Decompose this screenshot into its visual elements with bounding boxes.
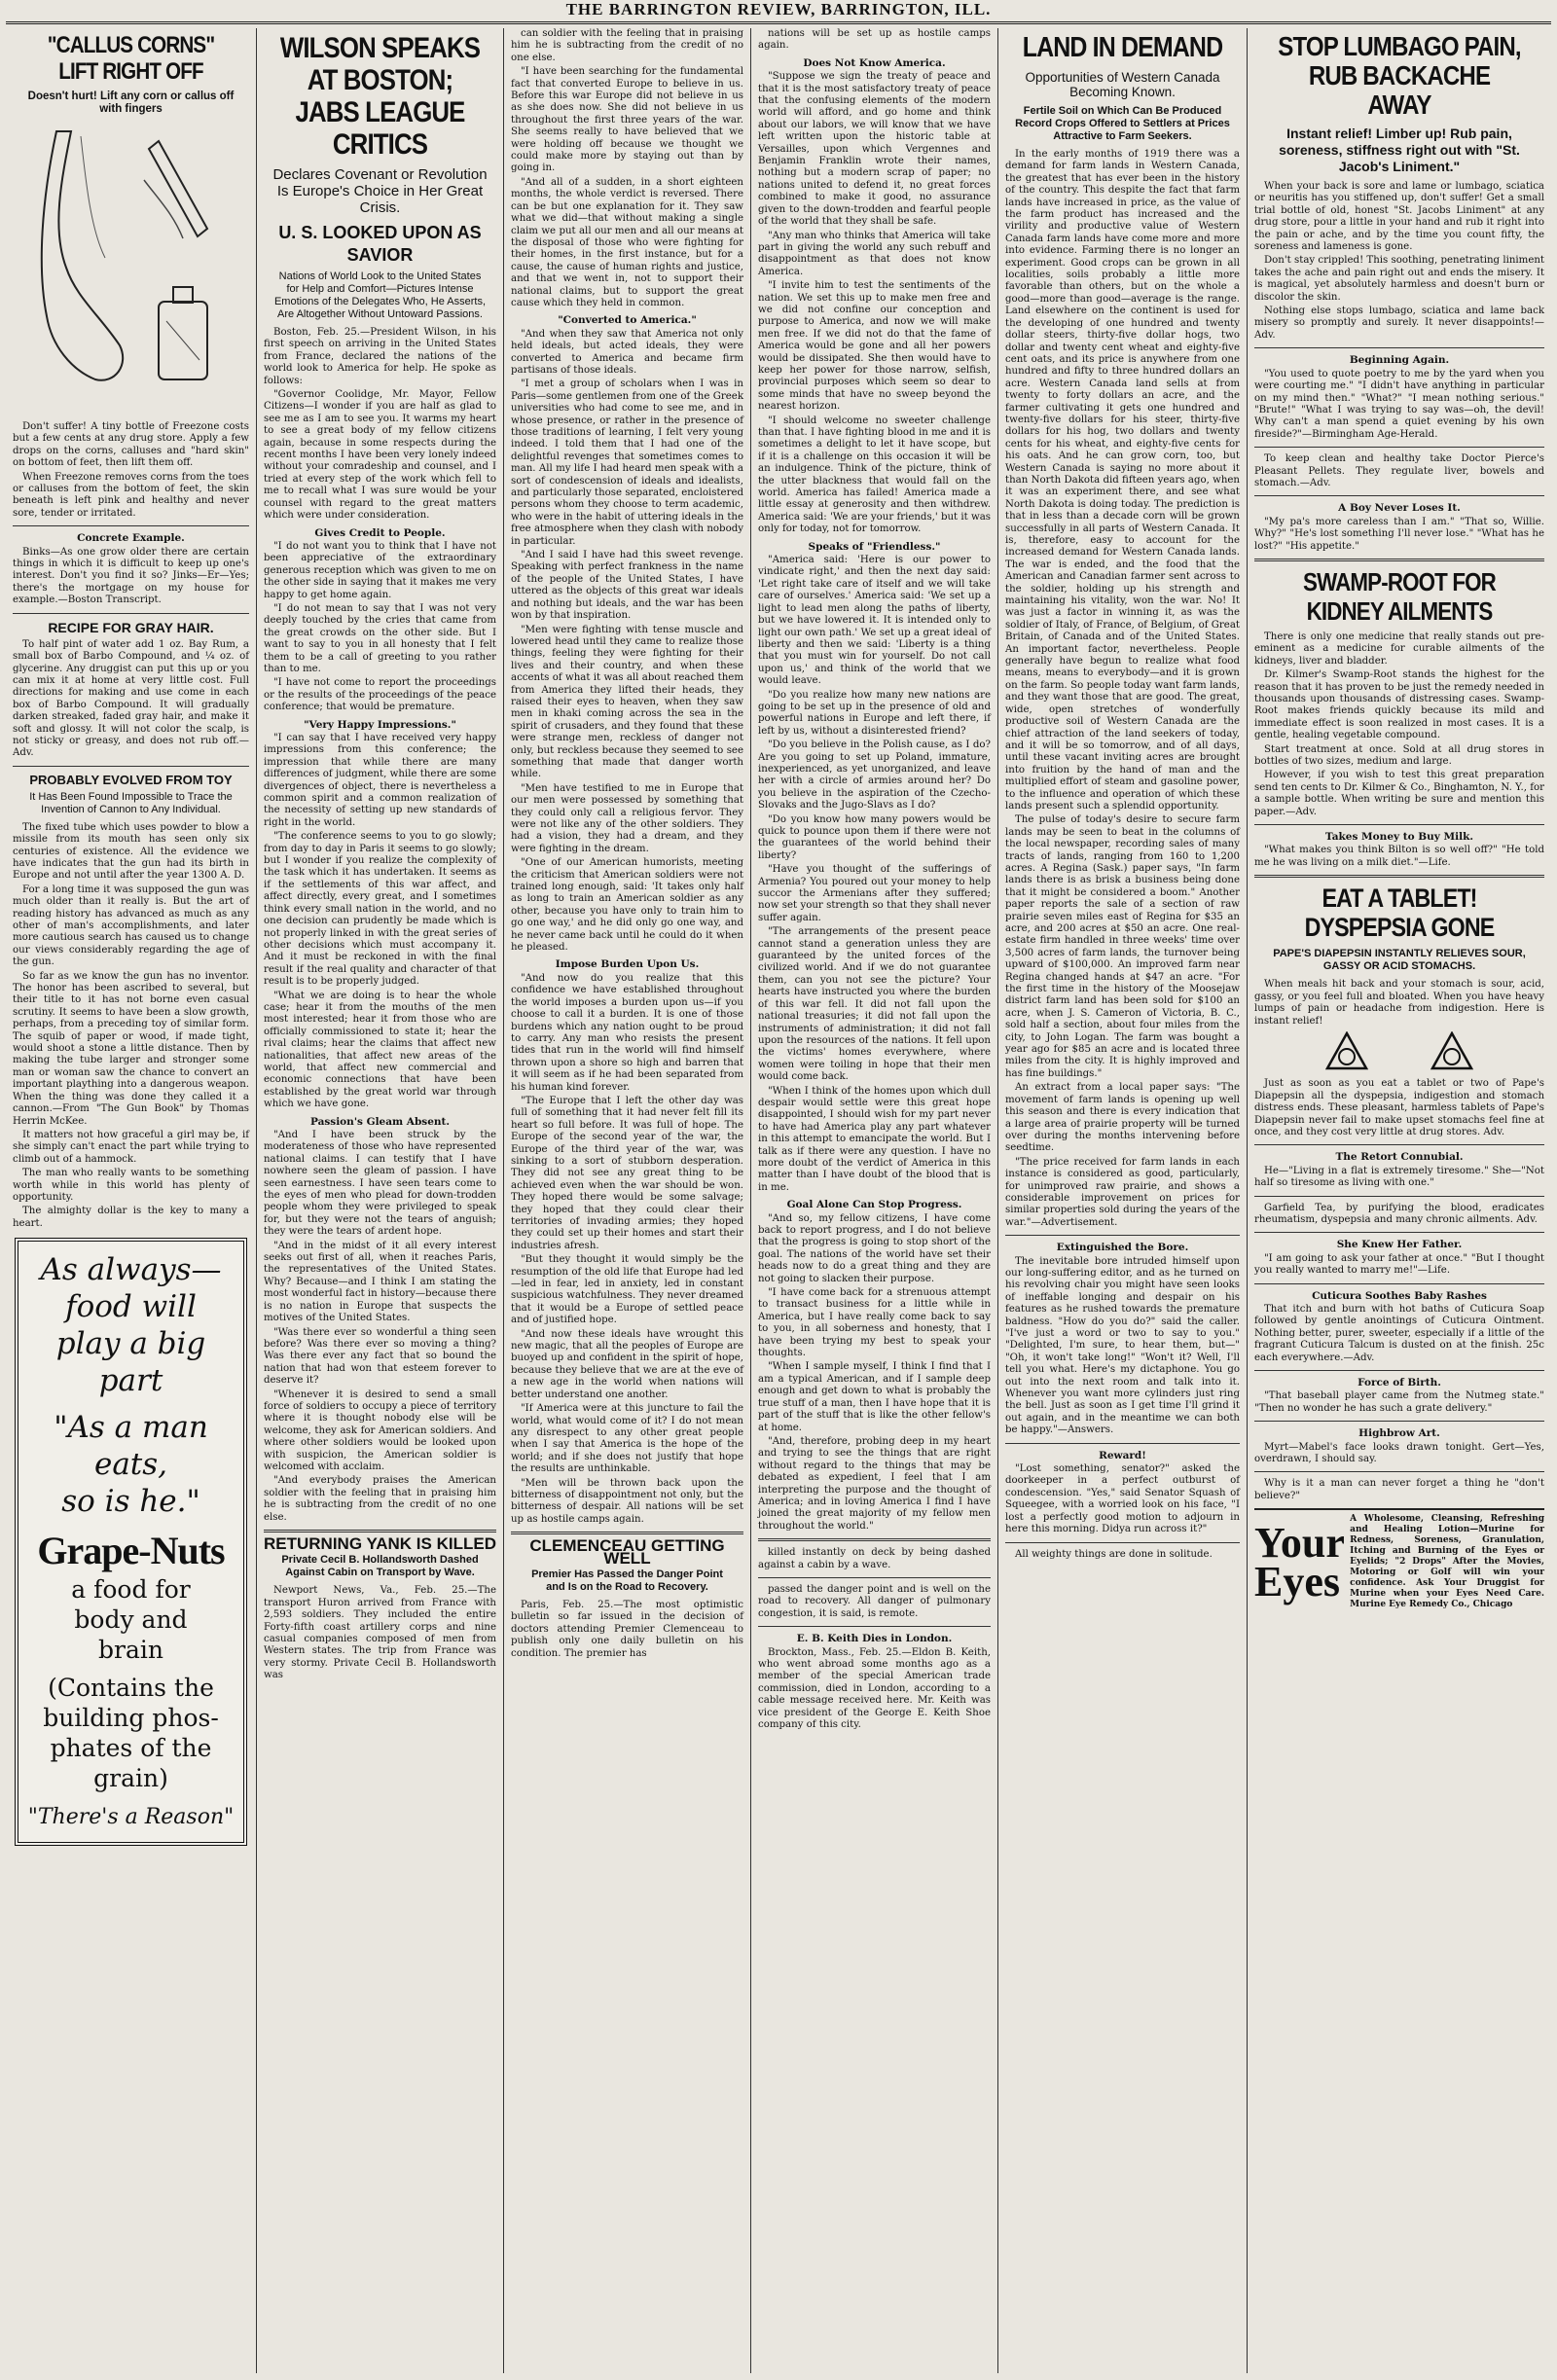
foot-illustration bbox=[13, 122, 249, 414]
lumbago-deck: Instant relief! Limber up! Rub pain, soreness, stiffness right out with "St. Jacob's Liniment." bbox=[1279, 126, 1520, 174]
example-body: Binks—As one grow older there are certain things in which it is difficult to keep up one's interest. Don't you find it so? Jinks—Er—Yes; there's the mortgage on my house for example.—Boston Transcript. bbox=[13, 546, 249, 606]
murine-ad-title: Your Eyes bbox=[1254, 1518, 1345, 1605]
cuticura-body: That itch and burn with hot baths of Cuticura Soap followed by gentle anointings of Cuticura Ointment. Nothing better, purer, sweeter, especially if a little of the fragrant Cuticura Talcum is dusted on at the finish. 25c each everywhere.—Adv. bbox=[1254, 1304, 1544, 1363]
masthead: THE BARRINGTON REVIEW, BARRINGTON, ILL. bbox=[6, 0, 1551, 24]
example-title: Concrete Example. bbox=[77, 532, 185, 545]
ad-line-11: (Contains the bbox=[48, 1674, 214, 1703]
wilson-cont2-14: "I have come back for a strenuous attempt to transact business for a little while in America, but I have really come back to say to you, in all soberness and honesty, that I have been trying my best to speak your thoughts. bbox=[758, 1287, 991, 1359]
wilson-cont-5: "I met a group of scholars when I was in Paris—some gentlemen from one of the Greek universities who had come to see me, and in whose presence, or rather in the presence of those traditions of learning, I felt very young indeed. I told them that I had one of the delightful revenges that sometimes comes to man. All my life I had heard men speak with a sort of condescension of ideals and idealists, and particularly those separated, encloistered persons whom they choose to term academic, who were in the habit of uttering ideals in the free atmosphere when they clash with nobody in particular. bbox=[511, 379, 743, 547]
wilson-cont2-3: "Any man who thinks that America will take part in giving the world any such rebuff and disappointment as that does not know America. bbox=[758, 230, 991, 277]
reward-title: Reward! bbox=[1099, 1449, 1146, 1461]
toy-body-4: It matters not how graceful a girl may be, if she simply can't enact the part while trying to climb out of a hammock. bbox=[13, 1129, 249, 1165]
land-body-3: An extract from a local paper says: "The movement of farm lands is opening up well this season and there is every indication that a large area of prairie property will be turned over during the months intervening before seedtime. bbox=[1005, 1082, 1240, 1154]
wilson-body-7: "The conference seems to you to go slowly; from day to day in Paris it seems to go slowly; but I wonder if you realize the complexity of the task which it has undertaken. It seems as if the settlements of this war affect, and affect directly, every great, and I sometimes think every small nation in the world, and no one decision can prudently be made which is not properly linked in with the great series of other decisions which must accompany it. And it must be reckoned in with the final result if the real quality and character of that result is to be properly judged. bbox=[264, 831, 496, 988]
column-1 bbox=[6, 28, 257, 2373]
murine-ad bbox=[1254, 1508, 1544, 1610]
wilson-cont-sub-2: Impose Burden Upon Us. bbox=[555, 958, 700, 971]
tablet-icons bbox=[1254, 1031, 1544, 1074]
land-body-4: "The price received for farm lands in each instance is considered as good, particularly, for unimproved raw prairie, and shows a considerable improvement on prices for similar properties sold during the years of the war."—Advertisement. bbox=[1005, 1156, 1240, 1228]
lumbago-body-3: Nothing else stops lumbago, sciatica and lame back misery so promptly and surely. It never disappoints!—Adv. bbox=[1254, 306, 1544, 341]
callus-body-1: Don't suffer! A tiny bottle of Freezone costs but a few cents at any drug store. Apply a few drops on the corns, calluses and "hard skin" on bottom of feet, then lift them off. bbox=[13, 421, 249, 469]
columns bbox=[6, 28, 1551, 2373]
lumbago-body-1: When your back is sore and lame or lumbago, sciatica or neuritis has you stiffened up, don't suffer! Get a small trial bottle of old, honest "St. Jacobs Liniment" at any drug store, pour a little in your hand and rub it right into the pain or ache, and by the time you count fifty, the soreness and lameness is gone. bbox=[1254, 181, 1544, 253]
swamp-body-2: Dr. Kilmer's Swamp-Root stands the highest for the reason that it has proven to be just the remedy needed in thousands upon thousands of distressing cases. Swamp-Root makes friends quickly because its mild and immediate effect is soon realized in most cases. It is a gentle, healing vegetable compound. bbox=[1254, 669, 1544, 741]
wilson-body-4: "I do not mean to say that I was not very deeply touched by the cries that came from the great crowds on the other side. But I want to say to you in all honesty that I felt them to be a call of greeting to you rather than to me. bbox=[264, 602, 496, 674]
wilson-body-1: Boston, Feb. 25.—President Wilson, in his first speech on arriving in the United States from France, declared the nations of the world look to America for help. He spoke as follows: bbox=[264, 327, 496, 386]
wilson-cont-15: "Men will be thrown back upon the bitterness of disappointment not only, but the bitterness of despair. All nations will be set up as hostile camps again. bbox=[511, 1477, 743, 1525]
savior-deck: Nations of World Look to the United States for Help and Comfort—Pictures Intense Emotions of the Delegates Who, He Asserts, Are Altogether Without Untoward Passions. bbox=[273, 270, 487, 320]
clemenceau-body-cont: passed the danger point and is well on the road to recovery. All danger of pulmonary congestion, it is said, is remote. bbox=[758, 1583, 991, 1619]
wilson-cont2-sub-1: Does Not Know America. bbox=[803, 56, 946, 69]
callus-deck: Doesn't hurt! Lift any corn or callus off with fingers bbox=[27, 90, 235, 115]
swamp-body-1: There is only one medicine that really stands out pre-eminent as a medicine for curable ailments of the kidneys, liver and bladder. bbox=[1254, 631, 1544, 667]
pape-tablet-icon-2 bbox=[1430, 1031, 1473, 1070]
art-body: Myrt—Mabel's face looks drawn tonight. Gert—Yes, overdrawn, I should say. bbox=[1254, 1441, 1544, 1465]
toy-body-3: So far as we know the gun has no inventor. The honor has been ascribed to several, but their title to it has not borne even casual scrutiny. It seems to have been a slow growth, perhaps, from a preceding toy of similar form. The squib of paper or wood, if made tight, would shoot a stone a little distance. Then by making the tube larger and stronger some man or woman saw the chance to convert an important plaything into a dangerous weapon. When the thing was done they called it a cannon.—From "The Gun Book" by Thomas Herrin McKee. bbox=[13, 970, 249, 1127]
ad-line-14: grain) bbox=[93, 1764, 168, 1793]
toy-body-5: The man who really wants to be something worth while in this world has plenty of opportunity. bbox=[13, 1168, 249, 1203]
swamp-body-3: Start treatment at once. Sold at all drug stores in bottles of two sizes, medium and large. bbox=[1254, 743, 1544, 768]
tablet-headline: EAT A TABLET! DYSPEPSIA GONE bbox=[1304, 883, 1495, 943]
ad-line-7: so is he." bbox=[61, 1484, 200, 1520]
wilson-body-5: "I have not come to report the proceedings or the results of the proceedings of the peace conference; that would be premature. bbox=[264, 677, 496, 713]
wilson-body-2: "Governor Coolidge, Mr. Mayor, Fellow Citizens—I wonder if you are half as glad to see me as I am to see you. It warms my heart to see a great body of my fellow citizens again, because in some respects during the recent months I have been very lonely indeed without your comradeship and counsel, and I tried at every step of the work which fell to me to recall what I was sure would be your counsel with regard to the great matters which were under consideration. bbox=[264, 389, 496, 522]
wilson-sub-3: Passion's Gleam Absent. bbox=[309, 1115, 451, 1128]
recipe-title: RECIPE FOR GRAY HAIR. bbox=[48, 619, 214, 635]
yank-body-cont: killed instantly on deck by being dashed against a cabin by a wave. bbox=[758, 1547, 991, 1570]
wilson-cont-14: "If America were at this juncture to fail the world, what would come of it? I do not mean any disrespect to any other great people when I say that America is the hope of the world; and if she does not justify that hope the results are unthinkable. bbox=[511, 1403, 743, 1475]
wilson-body-12: "Whenever it is desired to send a small force of soldiers to occupy a piece of territory where it is thought nobody else will be welcome, they ask for American soldiers. And where other soldiers would be looked upon with suspicion, the American soldier is welcomed with acclaim. bbox=[264, 1388, 496, 1472]
tablet-deck: PAPE'S DIAPEPSIN INSTANTLY RELIEVES SOUR, GASSY OR ACID STOMACHS. bbox=[1273, 948, 1526, 973]
wilson-cont-1: can soldier with the feeling that in praising him he is subtracting from the credit of no one else. bbox=[511, 28, 743, 63]
wilson-cont-2: "I have been searching for the fundamental fact that converted Europe to believe in us. Before this war Europe did not believe in us as she does now. She did not believe in us throughout the first three years of the war. She seems really to have believed that we were holding off because we thought we could make more by staying out than by going in. bbox=[511, 66, 743, 174]
land-body-2: The pulse of today's desire to secure farm lands may be seen to beat in the columns of the local newspaper, recording sales of many tracts of lands, ranging from 160 to 1,200 acres. A Regina (Sask.) paper says, "In farm lands there is as brisk a business being done that it might be considered a boom." Another paper reports the sale of a section of raw prairie seven miles east of Regina for $35 an acre, and 200 acres at $50 an acre. One real-estate firm handled in three weeks' time over 3,500 acres of farm lands, the turnover being upward of $100,000. An improved farm near Regina changed hands at $47 an acre. "For the first time in the history of the Moosejaw district farm land has been sold for $100 an acre, when J. S. Cameron of Victoria, B. C., sold half a section, about four miles from the city, to John Logan. The farm was bought a year ago for $85 an acre and is located three miles from the city. It is highly improved and has fine buildings." bbox=[1005, 814, 1240, 1079]
land-closing: All weighty things are done in solitude. bbox=[1015, 1548, 1213, 1560]
yank-headline: RETURNING YANK IS KILLED bbox=[264, 1534, 496, 1553]
recipe-body: To half pint of water add 1 oz. Bay Rum, a small box of Barbo Compound, and ¼ oz. of glycerine. Any druggist can put this up or you can mix it at home at very little cost. Full directions for making and use come in each box of Barbo Compound. It will gradually darken streaked, faded gray hair, and make it soft and glossy. It will not color the scalp, is not sticky or greasy, and does not rub off.—Adv. bbox=[13, 638, 249, 759]
wilson-cont-10: "And now do you realize that this confidence we have established throughout the world imposes a burden upon us—if you choose to call it a burden. It is one of those burdens which any nation ought to be proud to carry. Any man who resists the present tides that run in the world will find himself thrown upon a shore so high and barren that it will seem as if he had been separated from his human kind forever. bbox=[511, 972, 743, 1093]
wilson-cont-12: "But they thought it would simply be the resumption of the old life that Europe had led—led in fear, led in anxiety, led in constant suspicious watchfulness. They never dreamed that it would be a Europe of settled peace and of justified hope. bbox=[511, 1254, 743, 1326]
pape-tablet-icon bbox=[1325, 1031, 1368, 1070]
column-5 bbox=[998, 28, 1248, 2373]
wilson-cont-3: "And all of a sudden, in a short eighteen months, the whole verdict is reversed. There can be but one explanation for it. They saw what we did—that without making a single claim we put all our men and all our means at the disposal of those who were fighting for their homes, in the first instance, but for a cause, the cause of human rights and justice, and that we went in, not to support their national claims, but to support the great cause which they held in common. bbox=[511, 176, 743, 308]
ad-line-12: building phos- bbox=[43, 1704, 219, 1733]
wilson-body-13: "And everybody praises the American soldier with the feeling that in praising him he is subtracting from the credit of no one else. bbox=[264, 1475, 496, 1523]
wilson-cont-8: "Men have testified to me in Europe that our men were possessed by something that they could only call a religious fervor. They were not like any of the other soldiers. They had a vision, they had a dream, and they were fighting in the dream. bbox=[511, 782, 743, 854]
swamp-headline: SWAMP-ROOT FOR KIDNEY AILMENTS bbox=[1303, 566, 1496, 626]
father-title: She Knew Her Father. bbox=[1336, 1239, 1463, 1251]
ad-line-2: food will bbox=[65, 1289, 197, 1325]
yank-body: Newport News, Va., Feb. 25.—The transport Huron arrived from France with 2,593 soldiers. They included the entire Forty-fifth coast artillery corps and nine casual companies composed of men from Western states. The trip from France was very stormy. Private Cecil B. Hollandsworth was bbox=[264, 1585, 496, 1681]
boy-title: A Boy Never Loses It. bbox=[1338, 502, 1461, 515]
wilson-cont2-5: "I should welcome no sweeter challenge than that. I have fighting blood in me and it is sometimes a delight to let it have scope, but if it is a challenge on this occasion it will be an indulgence. Think of the picture, think of the utter blackness that would fall on the world. America has failed! America made a little essay at generosity and then withdrew. America said: 'We are your friends,' but it was only for today, not for tomorrow. bbox=[758, 415, 991, 535]
wilson-body-10: "And in the midst of it all every interest seeks out first of all, when it reaches Paris, the representatives of the United States. Why? Because—and I think I am stating the most wonderful fact in history—because there is no nation in Europe that suspects the motives of the United States. bbox=[264, 1240, 497, 1324]
ad-line-4: part bbox=[98, 1363, 163, 1399]
bore-title: Extinguished the Bore. bbox=[1056, 1242, 1189, 1254]
ad-line-10: brain bbox=[98, 1636, 163, 1665]
beginning-body: "You used to quote poetry to me by the yard when you were courting me." "I didn't have anything in particular on my mind then." "What?" "I mean nothing serious." "Brute!" "What I was trying to say was—oh, the devil! Why can't a man spend a quiet evening by his own fireside?"—Birmingham Age-Herald. bbox=[1254, 368, 1544, 440]
clemenceau-body: Paris, Feb. 25.—The most optimistic bulletin so far issued in the decision of doctors attending Premier Clemenceau to publish only one daily bulletin on his condition. The premier has bbox=[511, 1599, 743, 1659]
father-body: "I am going to ask your father at once." "But I thought you really wanted to marry me!"—Life. bbox=[1254, 1252, 1544, 1277]
tablet-body-2: Just as soon as you eat a tablet or two of Pape's Diapepsin all the dyspepsia, indigestion and stomach distress ends. These pleasant, harmless tablets of Pape's Diapepsin never fail to make upset stomachs feel fine at once, and they cost very little at drug stores. Adv. bbox=[1254, 1078, 1544, 1137]
savior-headline: U. S. LOOKED UPON AS SAVIOR bbox=[278, 223, 482, 265]
toy-title: PROBABLY EVOLVED FROM TOY bbox=[29, 772, 233, 787]
ad-brand: Grape-Nuts bbox=[37, 1529, 225, 1573]
garfield-body: Garfield Tea, by purifying the blood, eradicates rheumatism, dyspepsia and many chronic ailments. Adv. bbox=[1254, 1202, 1544, 1225]
wilson-cont2-16: "And, therefore, probing deep in my heart and trying to see the things that are right without regard to the things that may be debated as expedient, I feel that I am interpreting the purpose and the thought of America; and in loving America I find I have joined the great majority of my fellow men throughout the world." bbox=[758, 1435, 991, 1532]
force-title: Force of Birth. bbox=[1358, 1377, 1441, 1389]
boy-body: "My pa's more careless than I am." "That so, Willie. Why?" "He's lost something I'll never lose." "What has he lost?" "His appetite." bbox=[1254, 516, 1544, 552]
foot-and-bottle-icon bbox=[13, 122, 246, 414]
yank-deck: Private Cecil B. Hollandsworth Dashed Against Cabin on Transport by Wave. bbox=[281, 1554, 479, 1579]
art-title: Highbrow Art. bbox=[1358, 1427, 1440, 1440]
wilson-body-3: "I do not want you to think that I have not been appreciative of the extraordinary generous reception which was given to me on the other side in saying that it makes me very happy to get home again. bbox=[264, 540, 496, 600]
wilson-cont-9: "One of our American humorists, meeting the criticism that American soldiers were not trained long enough, said: 'It takes only half as long to train an American soldier as any other, because you have only to train him to go one way,' and he did only go one way, and he never came back until he could do it when he pleased. bbox=[511, 857, 743, 954]
tablet-body-1: When meals hit back and your stomach is sour, acid, gassy, or you feel full and bloated. When you have heavy lumps of pain or headache from indigestion. Here is instant relief! bbox=[1254, 979, 1544, 1027]
wilson-cont-sub-1: "Converted to America." bbox=[558, 314, 697, 327]
toy-body-6: The almighty dollar is the key to many a heart. bbox=[13, 1206, 249, 1229]
wilson-body-8: "What we are doing is to hear the whole case; hear it from the mouths of the men most interested; hear it from those who are officially commissioned to state it; hear the rival claims; hear the claims that affect new nationalities, that affect new areas of the world, that affect new commercial and economic connections that have been established by the great world war through which we have gone. bbox=[264, 990, 496, 1110]
bore-body: The inevitable bore intruded himself upon our long-suffering editor, and as he turned on his revolving chair you might have seen looks of ineffable longing and despair on his features as he rushed towards the premature baldness. "How do you do?" said the caller. "I've just a word or two to say to you." "Delighted, I'm sure, to hear them, but—" "Oh, it won't take long!" "Won't it? Well, I'll tell you what. Here's my dictaphone. You go out into the next room and talk into it. Whenever you want more cylinders just ring the bell. Just as soon as I get time I'll grind it out again, and in the meantime we can both be happy."—Answers. bbox=[1005, 1255, 1240, 1436]
wilson-cont2-sub-2: Speaks of "Friendless." bbox=[808, 540, 941, 553]
keith-title: E. B. Keith Dies in London. bbox=[796, 1633, 953, 1645]
wilson-sub-2: "Very Happy Impressions." bbox=[304, 718, 456, 731]
ad-tagline: "There's a Reason" bbox=[27, 1805, 235, 1830]
callus-body-2: When Freezone removes corns from the toes or calluses from the bottom of feet, the skin beneath is left pink and healthy and never sore, tender or irritated. bbox=[13, 471, 249, 519]
wilson-deck: Declares Covenant or Revolution Is Europe's Choice in Her Great Crisis. bbox=[272, 166, 488, 216]
land-deck: Opportunities of Western Canada Becoming Known. bbox=[1025, 70, 1220, 99]
land-body-1: In the early months of 1919 there was a demand for farm lands in Western Canada, the greatest that has ever been in the history of the country. This despite the fact that farm lands have increased in price, as the value of the farm product has increased and the virility and productive value of Western Canada farm lands have come more and more into evidence. Farming there is no longer an experiment. Good crops can be grown in all localities, soils probably a little more favorable than others, but on the whole a good—more than good—average is the range. Land elsewhere on the continent is used for the developing of one hundred and twenty dollar steers, thirty-five dollar hogs, two dollar and twenty cent wheat and eighty-five cent oats, and its price is anywhere from one hundred and fifty to three hundred dollars an acre. Western Canada land sells at from twenty to forty dollars an acre, and the farmer cultivating it gets one hundred and twenty-five dollars for his steer, thirty-five dollars for his hog, two dollars and twenty cents for his wheat, and eighty-five cents for his oats. And he can grow corn, too, but Western Canada is saying no more about it than North Dakota did fifteen years ago, when it was an experiment there, and see what North Dakota is doing today. The prediction is that in less than a decade corn will be grown successfully in all parts of Western Canada. It is, therefore, easy to account for the increased demand for Western Canada lands. The war is ended, and the food that the American and Canadian farmer sent across to the soldier, holding up his strength and maintaining his vitality, won the war. No! It was just a factor in winning it, as was the soldier of Italy, of France, of Belgium, of Great Britain, of Canada and of the United States. An important factor, nevertheless. People generally have begun to realize what food means, means to everybody—and it is grown on the farm. So people today want farm lands, and they want those that are good. The great, wide, open stretches of wonderfully productive soil of Western Canada are the chief attraction of the land seekers of today, and it will be so tomorrow, and of all days, until these vacant inviting acres are brought into fruition by the hand of man and the multiplied effort of steam and gasoline power, to the influence and operation of which these lands present such a splendid opportunity. bbox=[1005, 149, 1240, 811]
lumbago-headline: STOP LUMBAGO PAIN, RUB BACKACHE AWAY bbox=[1278, 31, 1521, 120]
column-4 bbox=[751, 28, 998, 2373]
wilson-cont2-10: "Have you thought of the sufferings of Armenia? You poured out your money to help succor the Armenians after they suffered; now set your strength so that they shall never suffer again. bbox=[758, 864, 991, 923]
wilson-cont2-4: "I invite him to test the sentiments of the nation. We set this up to make men free and we did not confine our conception and purpose to America, and now we will make men free. If we did not do that the fame of America would be gone and all her powers would be dissipated. She then would have to keep her power for those narrow, selfish, provincial purposes which seem so dear to some minds that have no sweep beyond the nearest horizon. bbox=[758, 280, 991, 413]
wilson-cont-13: "And now these ideals have wrought this new magic, that all the peoples of Europe are buoyed up and confident in the spirit of hope, because they believe that we are at the eve of a new age in the world when nations will better understand one another. bbox=[511, 1328, 743, 1400]
wilson-cont2-sub-3: Goal Alone Can Stop Progress. bbox=[786, 1199, 962, 1211]
clemenceau-deck: Premier Has Passed the Danger Point and Is on the Road to Recovery. bbox=[531, 1568, 723, 1593]
wilson-cont2-6: "America said: 'Here is our power to vindicate right,' and then the next day said: 'Let right take care of itself and we will take care of ourselves.' America said: 'We set up a light to lead men along the paths of liberty, but we have lowered it. It is intended only to light our own path.' We set up a great ideal of liberty and then we said: 'Liberty is a thing that you must win for yourself. Do not call upon us,' and think of the world that we would leave. bbox=[758, 555, 991, 687]
wilson-cont2-15: "When I sample myself, I think I find that I am a typical American, and if I sample deep enough and get down to what is probably the true stuff of a man, then I have hope that it is part of the stuff that is like the other fellow's at home. bbox=[758, 1361, 991, 1433]
wilson-sub-1: Gives Credit to People. bbox=[314, 526, 446, 539]
wilson-headline: WILSON SPEAKS AT BOSTON; JABS LEAGUE CRITICS bbox=[279, 32, 481, 161]
swamp-body-4: However, if you wish to test this great preparation send ten cents to Dr. Kilmer & Co., Binghamton, N. Y., for a sample bottle. When writing be sure and mention this paper.—Adv. bbox=[1254, 770, 1544, 817]
wilson-cont-4: "And when they saw that America not only held ideals, but acted ideals, they were converted to America and became firm partisans of those ideals. bbox=[511, 328, 743, 376]
cuticura-title: Cuticura Soothes Baby Rashes bbox=[1312, 1289, 1487, 1302]
wilson-cont2-2: "Suppose we sign the treaty of peace and that it is the most satisfactory treaty of peace that the confusing elements of the modern world will afford, and go home and think about our labors, we will know that we have left written upon the historic table at Versailles, upon which Vergennes and Benjamin Franklin wrote their names, nothing but a modern scrap of paper; no nations united to defend it, no great forces combined to make it good, no assurance given to the down-trodden and fearful people of the world that they shall be safe. bbox=[758, 71, 991, 228]
callus-headline: "CALLUS CORNS" LIFT RIGHT OFF bbox=[47, 32, 215, 85]
land-headline: LAND IN DEMAND bbox=[1022, 32, 1223, 63]
ad-line-6: eats, bbox=[93, 1447, 168, 1483]
wilson-cont2-7: "Do you realize how many new nations are going to be set up in the presence of old and powerful nations in Europe and left there, if left by us, without a disinterested friend? bbox=[758, 689, 991, 737]
closing-body: Why is it a man can never forget a thing he "don't believe?" bbox=[1254, 1478, 1544, 1501]
ad-line-5: "As a man bbox=[54, 1410, 208, 1446]
wilson-body-6: "I can say that I have received very happy impressions from this conference; the impression that while there are many differences of judgment, while there are some divergences of object, there is nevertheless a common spirit and a common realization of the necessity of setting up new standards of right in the world. bbox=[264, 733, 496, 828]
murine-ad-text: A Wholesome, Cleansing, Refreshing and Healing Lotion—Murine for Redness, Soreness, Granulation, Itching and Burning of the Eyes or Eyelids; "2 Drops" After the Movies, Motoring or Golf will win your confidence. Ask Your Druggist for Murine when your Eyes Need Care. Murine Eye Remedy Co., Chicago bbox=[1350, 1514, 1544, 1610]
wilson-body-9: "And I have been struck by the moderateness of those who have represented national claims. I can testify that I have nowhere seen the gleam of passion. I have seen earnestness. I have seen tears come to the eyes of men who plead for down-trodden people whom they were privileged to speak for, but they were not the tears of anguish; they were the tears of ardent hope. bbox=[264, 1130, 496, 1238]
grape-nuts-ad bbox=[15, 1238, 247, 1846]
ad-line-9: body and bbox=[74, 1605, 188, 1635]
retort-body: He—"Living in a flat is extremely tiresome." She—"Not half so tiresome as living with one." bbox=[1254, 1165, 1544, 1189]
beginning-title: Beginning Again. bbox=[1349, 354, 1450, 367]
column-6 bbox=[1248, 28, 1551, 2373]
toy-body-2: For a long time it was supposed the gun was much older than it really is. But the art of reading history has advanced as much as any other of man's accomplishments, and later more cautious search has caused us to change our views considerably regarding the age of the gun. bbox=[13, 883, 249, 968]
wilson-body-11: "Was there ever so wonderful a thing seen before? Was there ever so moving a thing? Was there ever any fact that so bound the nation that had won that esteem forever to deserve it? bbox=[264, 1326, 496, 1387]
lumbago-body-2: Don't stay crippled! This soothing, penetrating liniment takes the ache and pain right out and ends the misery. It is magical, yet absolutely harmless and doesn't burn or discolor the skin. bbox=[1254, 255, 1544, 303]
reward-body: "Lost something, senator?" asked the doorkeeper in a perfect outburst of condescension. "Yes," said Senator Squash of Squeegee, with a worried look on his face, "I lost a perfectly good motion to adjourn in here this morning. Didya run across it?" bbox=[1005, 1463, 1240, 1535]
wilson-cont2-1: nations will be set up as hostile camps again. bbox=[758, 28, 991, 52]
wilson-cont2-8: "Do you believe in the Polish cause, as I do? Are you going to set up Poland, immature, inexperienced, as yet unorganized, and leave her with a circle of armies around her? Do you believe in the aspiration of the Czecho-Slovaks and the Jugo-Slavs as I do? bbox=[758, 739, 991, 811]
land-deck-2: Fertile Soil on Which Can Be Produced Record Crops Offered to Settlers at Prices Attractive to Farm Seekers. bbox=[1015, 105, 1230, 142]
retort-title: The Retort Connubial. bbox=[1335, 1151, 1464, 1164]
pellets-body: To keep clean and healthy take Doctor Pierce's Pleasant Pellets. They regulate liver, bowels and stomach.—Adv. bbox=[1254, 453, 1544, 488]
clemenceau-headline: CLEMENCEAU GETTING WELL bbox=[529, 1536, 725, 1568]
wilson-cont-7: "Men were fighting with tense muscle and lowered head until they came to realize those things, feeling they were fighting for their lives and their country, and when these accents of what it was all about reached them from America they lifted their heads, they raised their eyes to heaven, when they saw men in khaki coming across the sea in the spirit of crusaders, and they found that these were strange men, reckless of danger not only, but reckless because they seemed to see something that made that danger worth while. bbox=[511, 624, 743, 780]
ad-line-8: a food for bbox=[71, 1575, 191, 1605]
ad-line-13: phates of the bbox=[50, 1734, 212, 1763]
wilson-cont-11: "The Europe that I left the other day was full of something that it had never felt fill its heart so full before. It was full of hope. The Europe of the second year of the war, the Europe of the third year of the war, was sinking to a sort of stubborn desperation. They did not see any great thing to be achieved even when the war should be won. They hoped there would be some salvage; they hoped that they could clear their territories of invading armies; they hoped they could set up their homes and start their industries afresh. bbox=[511, 1095, 743, 1251]
force-body: "That baseball player came from the Nutmeg state." "Then no wonder he has such a grate delivery." bbox=[1254, 1390, 1544, 1414]
ad-line-1: As always— bbox=[40, 1252, 222, 1288]
column-2 bbox=[257, 28, 504, 2373]
toy-deck: It Has Been Found Impossible to Trace the Invention of Cannon to Any Individual. bbox=[29, 790, 233, 815]
wilson-cont2-13: "And so, my fellow citizens, I have come back to report progress, and I do not believe that the progress is going to stop short of the goal. The nations of the world have set their heads now to do a great thing and they are not going to slacken their purpose. bbox=[758, 1212, 991, 1284]
wilson-cont2-12: "When I think of the homes upon which dull despair would settle were this great hope disappointed, I should wish for my part never to have had America play any part whatever in this attempt to emancipate the world. But I talk as if there were any question. I have no more doubt of the verdict of America in this matter than I have doubt of the blood that is in me. bbox=[758, 1085, 991, 1193]
wilson-cont2-9: "Do you know how many powers would be quick to pounce upon them if there were not the guarantees of the world behind their liberty? bbox=[758, 813, 991, 861]
column-3 bbox=[504, 28, 751, 2373]
keith-body: Brockton, Mass., Feb. 25.—Eldon B. Keith, who went abroad some months ago as a member of the special American trade commission, died in London, according to a cable message received here. Mr. Keith was vice president of the George E. Keith Shoe company of this city. bbox=[758, 1646, 991, 1731]
milk-title: Takes Money to Buy Milk. bbox=[1324, 831, 1474, 844]
wilson-cont2-11: "The arrangements of the present peace cannot stand a generation unless they are guaranteed by the united forces of the civilized world. And if we do not guarantee them, can you not see the picture? Your hearts have instructed you where the burden of this war fell. It did not fall upon the national treasuries; it did not fall upon the instruments of administration; it did not fall upon the resources of the nations. It fell upon the victims' homes everywhere, where women were toiling in hope that their men would come back. bbox=[758, 926, 991, 1083]
wilson-cont-6: "And I said I have had this sweet revenge. Speaking with perfect frankness in the name of the people of the United States, I have uttered as the objects of this great war ideals and nothing but ideals, and the war has been won by that inspiration. bbox=[511, 550, 743, 622]
ad-line-3: play a big bbox=[55, 1326, 206, 1362]
toy-body-1: The fixed tube which uses powder to blow a missile from its mouth has seen only six centuries of existence. All the evidence we have indicates that the gun had its birth in Europe and not until after the year 1300 A. D. bbox=[13, 821, 249, 882]
milk-body: "What makes you think Bilton is so well off?" "He told me he was living on a milk diet."—Life. bbox=[1254, 845, 1544, 868]
